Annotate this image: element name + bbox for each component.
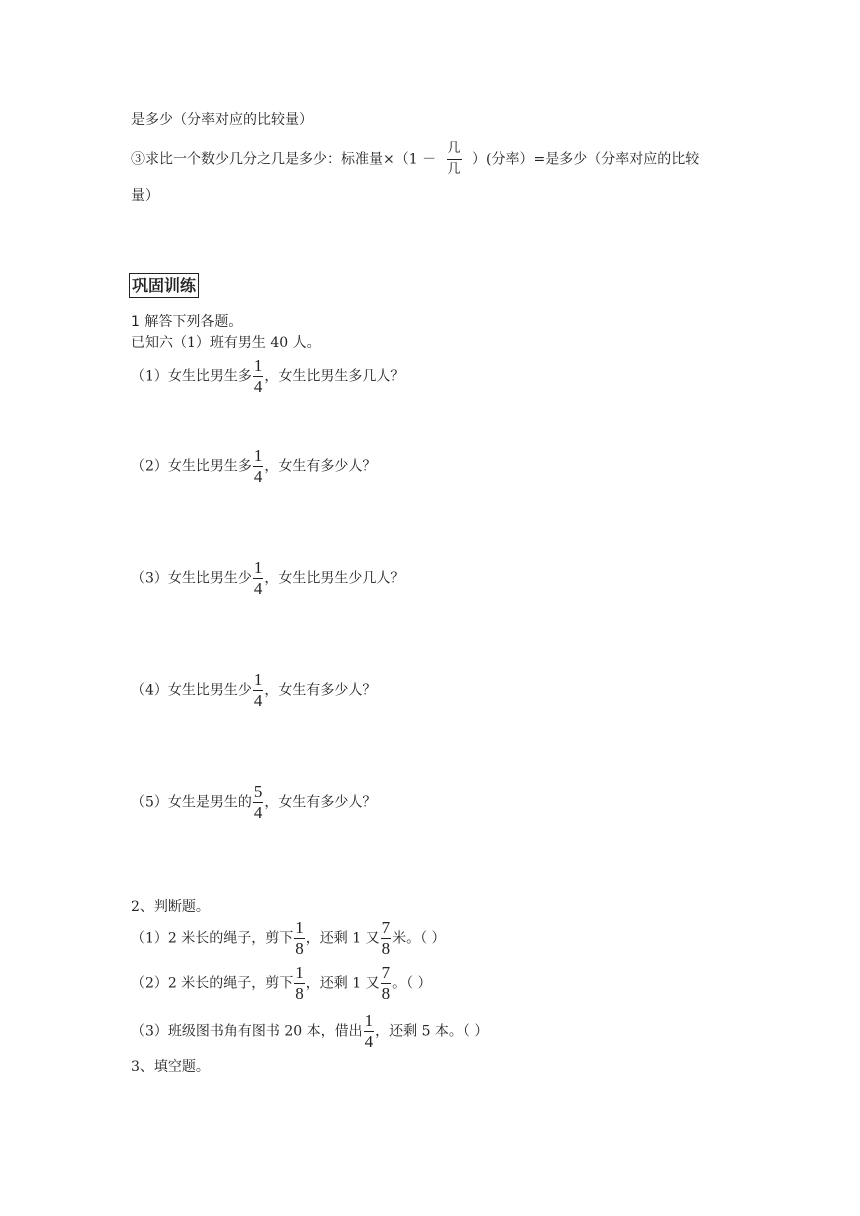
q2-item-fraction <box>364 1011 375 1052</box>
q3-title-text: 3、填空题。 <box>131 1059 210 1075</box>
fraction-denominator: 4 <box>253 803 263 822</box>
fraction-denominator: 4 <box>253 579 263 598</box>
q2-item-suffix: ，还剩 5 本。（ ） <box>375 1023 489 1040</box>
fraction-numerator: 1 <box>364 1011 374 1030</box>
q3-title <box>131 1057 210 1077</box>
q2-item-prefix: （1）2 米长的绳子，剪下 <box>131 930 294 947</box>
fraction-numerator: 几 <box>447 139 462 160</box>
q1-item-suffix: ，女生比男生多几人？ <box>264 368 405 385</box>
q2-title-text: 2、判断题。 <box>131 899 210 915</box>
section-heading: 巩固训练 <box>129 273 199 298</box>
fraction-numerator: 1 <box>295 963 304 982</box>
q1-title-text: 1 解答下列各题。 <box>131 314 243 330</box>
fraction-denominator: 4 <box>364 1032 374 1051</box>
q2-item-2 <box>131 963 432 1004</box>
fraction-numerator: 1 <box>253 446 263 465</box>
q1-item-prefix: （3）女生比男生少 <box>131 570 252 587</box>
q2-item-suffix: 。（ ） <box>392 975 432 992</box>
q2-item-1 <box>131 918 446 959</box>
q1-context <box>131 333 321 353</box>
q2-item-3 <box>131 1011 488 1052</box>
q1-item-fraction <box>253 356 264 397</box>
q2-item-fraction-1 <box>294 918 305 959</box>
q1-item-fraction <box>253 782 264 823</box>
formula-line-2 <box>131 139 699 180</box>
q1-context-text: 已知六（1）班有男生 40 人。 <box>131 335 321 351</box>
fraction-denominator: 8 <box>381 984 391 1003</box>
q2-title <box>131 897 210 917</box>
fraction-denominator: 8 <box>295 984 304 1003</box>
q1-item-1 <box>131 356 404 397</box>
q1-item-prefix: （5）女生是男生的 <box>131 794 252 811</box>
q1-item-suffix: ，女生有多少人？ <box>264 794 377 811</box>
q2-item-fraction-2 <box>381 918 392 959</box>
q1-item-prefix: （2）女生比男生多 <box>131 458 252 475</box>
formula-line-1-text: 是多少（分率对应的比较量） <box>131 112 313 128</box>
q2-item-prefix: （2）2 米长的绳子，剪下 <box>131 975 294 992</box>
q1-item-prefix: （1）女生比男生多 <box>131 368 252 385</box>
q2-item-middle: ，还剩 1 又 <box>305 930 380 947</box>
formula-line-1 <box>131 110 313 130</box>
fraction-numerator: 1 <box>295 918 304 937</box>
q1-item-5 <box>131 782 376 823</box>
q2-item-fraction-1 <box>294 963 305 1004</box>
formula-line-3 <box>131 186 159 206</box>
q2-item-suffix: 米。（ ） <box>392 930 446 947</box>
q1-item-2 <box>131 446 376 487</box>
q1-item-prefix: （4）女生比男生少 <box>131 682 252 699</box>
q1-item-fraction <box>253 670 264 711</box>
q1-title <box>131 312 242 332</box>
q1-item-suffix: ，女生有多少人？ <box>264 458 377 475</box>
fraction-denominator: 4 <box>253 467 263 486</box>
formula-line-2-suffix: ）(分率）=是多少（分率对应的比较 <box>472 151 700 168</box>
q1-item-4 <box>131 670 376 711</box>
fraction-numerator: 1 <box>253 356 263 375</box>
fraction-denominator: 8 <box>295 939 304 958</box>
q2-item-middle: ，还剩 1 又 <box>305 975 380 992</box>
q1-item-suffix: ，女生比男生少几人？ <box>264 570 405 587</box>
fraction-numerator: 1 <box>253 670 263 689</box>
fraction-numerator: 5 <box>253 782 263 801</box>
q1-item-fraction <box>253 558 264 599</box>
formula-fraction <box>447 139 462 180</box>
q1-item-suffix: ，女生有多少人？ <box>264 682 377 699</box>
formula-line-3-text: 量） <box>131 188 159 204</box>
q1-item-fraction <box>253 446 264 487</box>
q2-item-fraction-2 <box>381 963 392 1004</box>
formula-line-2-prefix: ③求比一个数少几分之几是多少：标准量×（1 － <box>131 151 437 168</box>
q2-item-prefix: （3）班级图书角有图书 20 本，借出 <box>131 1023 363 1040</box>
fraction-numerator: 7 <box>381 963 391 982</box>
fraction-denominator: 几 <box>447 162 461 177</box>
q1-item-3 <box>131 558 404 599</box>
fraction-denominator: 4 <box>253 691 263 710</box>
fraction-denominator: 8 <box>381 939 391 958</box>
fraction-numerator: 7 <box>381 918 391 937</box>
fraction-numerator: 1 <box>253 558 263 577</box>
fraction-denominator: 4 <box>253 377 263 396</box>
